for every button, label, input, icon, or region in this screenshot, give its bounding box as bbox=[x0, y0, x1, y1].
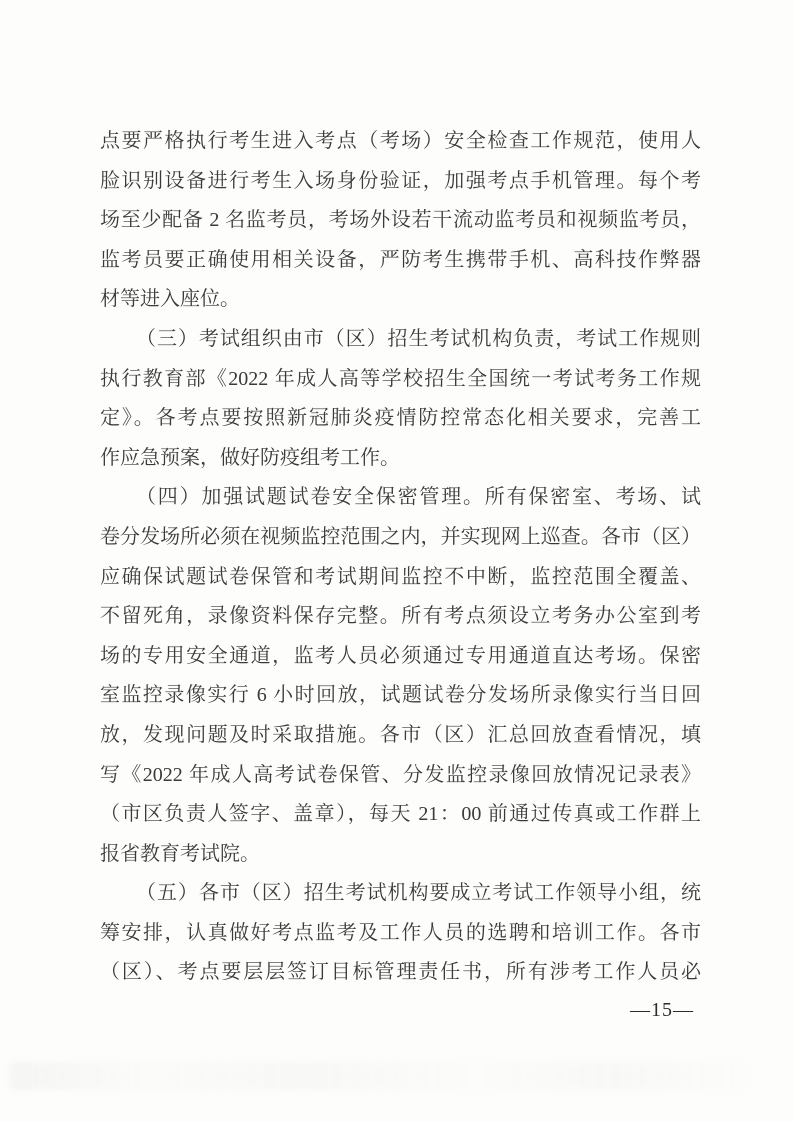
text-line: 应确保试题试卷保管和考试期间监控不中断，监控范围全覆盖、 bbox=[100, 565, 701, 588]
text-line: 筹安排，认真做好考点监考及工作人员的选聘和培训工作。各市 bbox=[100, 921, 701, 944]
text-line: 卷分发场所必须在视频监控范围之内，并实现网上巡查。各市（区） bbox=[100, 525, 701, 548]
text-line: 室监控录像实行 6 小时回放，试题试卷分发场所录像实行当日回 bbox=[100, 684, 701, 707]
text-line: 监考员要正确使用相关设备，严防考生携带手机、高科技作弊器 bbox=[100, 248, 701, 271]
text-line: 场至少配备 2 名监考员，考场外设若干流动监考员和视频监考员， bbox=[100, 209, 701, 232]
paragraph bbox=[100, 874, 701, 993]
text-line: 不留死角，录像资料保存完整。所有考点须设立考务办公室到考 bbox=[100, 605, 701, 628]
text-line: （市区负责人签字、盖章），每天 21：00 前通过传真或工作群上 bbox=[100, 803, 701, 826]
body-text bbox=[100, 122, 701, 993]
paragraph bbox=[100, 122, 701, 320]
paragraph bbox=[100, 478, 701, 874]
text-line: （三）考试组织由市（区）招生考试机构负责，考试工作规则 bbox=[136, 327, 701, 350]
text-line: 报省教育考试院。 bbox=[100, 842, 260, 865]
text-line: 写《2022 年成人高考试卷保管、分发监控录像回放情况记录表》 bbox=[100, 763, 701, 786]
scan-artifact bbox=[10, 1062, 750, 1090]
text-line: （区）、考点要层层签订目标管理责任书，所有涉考工作人员必 bbox=[100, 961, 701, 984]
paragraph bbox=[100, 320, 701, 478]
text-line: 场的专用安全通道，监考人员必须通过专用通道直达考场。保密 bbox=[100, 644, 701, 667]
text-line: 脸识别设备进行考生入场身份验证，加强考点手机管理。每个考 bbox=[100, 169, 701, 192]
text-line: 放，发现问题及时采取措施。各市（区）汇总回放查看情况，填 bbox=[100, 723, 701, 746]
text-line: 执行教育部《2022 年成人高等学校招生全国统一考试考务工作规 bbox=[100, 367, 701, 390]
text-line: （四）加强试题试卷安全保密管理。所有保密室、考场、试 bbox=[136, 486, 701, 509]
page-number: —15— bbox=[630, 999, 694, 1021]
text-line: 作应急预案，做好防疫组考工作。 bbox=[100, 446, 400, 469]
text-line: （五）各市（区）招生考试机构要成立考试工作领导小组，统 bbox=[136, 882, 701, 905]
text-line: 材等进入座位。 bbox=[100, 288, 240, 311]
text-line: 点要严格执行考生进入考点（考场）安全检查工作规范，使用人 bbox=[100, 130, 701, 152]
text-line: 定》。各考点要按照新冠肺炎疫情防控常态化相关要求，完善工 bbox=[100, 407, 701, 430]
